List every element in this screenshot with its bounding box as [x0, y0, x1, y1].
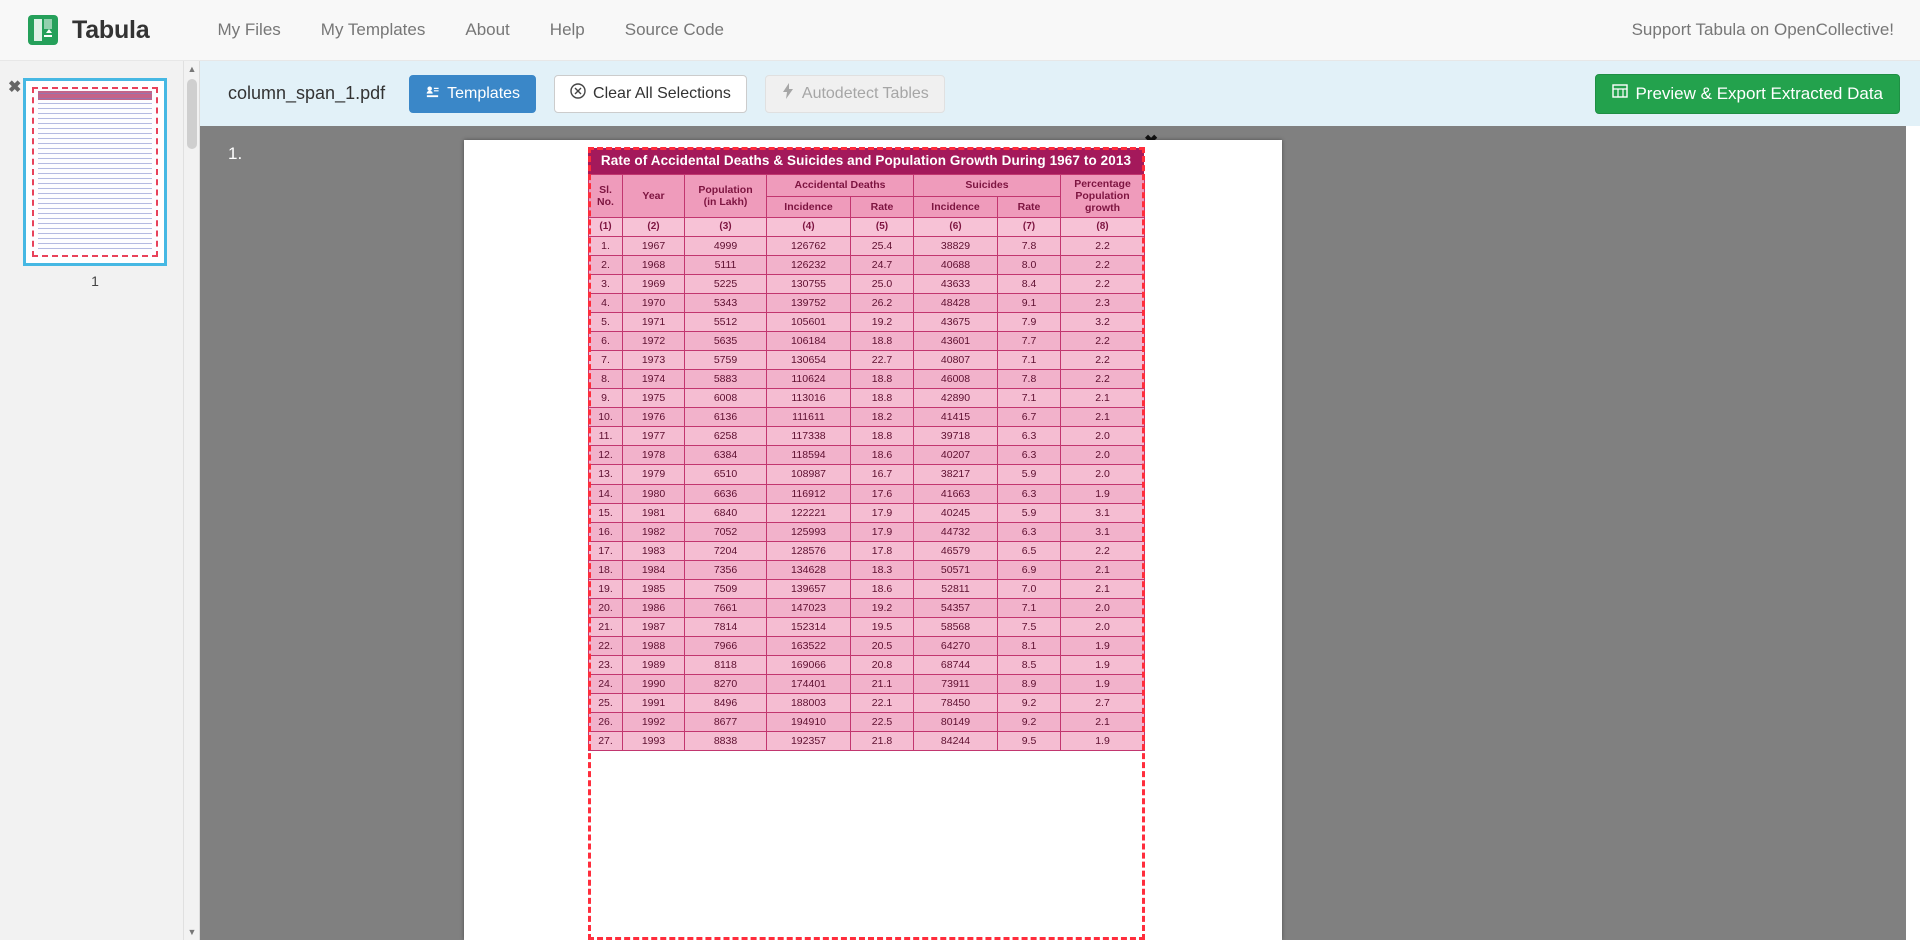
- templates-button-label: Templates: [447, 84, 521, 102]
- table-cell: 1993: [623, 732, 685, 751]
- table-cell: 128576: [767, 541, 851, 560]
- clear-all-selections-button[interactable]: [554, 75, 747, 113]
- table-cell: 5225: [685, 274, 767, 293]
- table-cell: 20.: [589, 598, 623, 617]
- table-cell: 38217: [914, 465, 998, 484]
- table-cell: 6.3: [998, 484, 1061, 503]
- table-cell: 1980: [623, 484, 685, 503]
- table-cell: 152314: [767, 617, 851, 636]
- table-cell: 6636: [685, 484, 767, 503]
- table-cell: 134628: [767, 560, 851, 579]
- table-cell: 8677: [685, 713, 767, 732]
- table-cell: 113016: [767, 389, 851, 408]
- table-cell: 68744: [914, 656, 998, 675]
- table-cell: 3.: [589, 274, 623, 293]
- table-cell: 73911: [914, 675, 998, 694]
- table-cell: 4999: [685, 236, 767, 255]
- col-num-2: (2): [623, 218, 685, 237]
- table-cell: 4.: [589, 293, 623, 312]
- table-cell: 40207: [914, 446, 998, 465]
- table-cell: 50571: [914, 560, 998, 579]
- table-cell: 84244: [914, 732, 998, 751]
- page-thumbnail-1[interactable]: [23, 78, 167, 266]
- table-cell: 2.2: [1061, 370, 1145, 389]
- table-cell: 9.: [589, 389, 623, 408]
- table-cell: 1977: [623, 427, 685, 446]
- table-cell: 111611: [767, 408, 851, 427]
- table-cell: 8118: [685, 656, 767, 675]
- table-cell: 2.7: [1061, 694, 1145, 713]
- table-cell: 3.1: [1061, 503, 1145, 522]
- table-cell: 40245: [914, 503, 998, 522]
- table-cell: 1974: [623, 370, 685, 389]
- table-cell: 5.9: [998, 503, 1061, 522]
- table-cell: 6.: [589, 332, 623, 351]
- header-ad-rate: Rate: [851, 196, 914, 218]
- table-cell: 5111: [685, 255, 767, 274]
- table-cell: 5635: [685, 332, 767, 351]
- table-cell: 24.7: [851, 255, 914, 274]
- table-cell: 38829: [914, 236, 998, 255]
- table-cell: 7509: [685, 579, 767, 598]
- table-cell: 1969: [623, 274, 685, 293]
- table-cell: 122221: [767, 503, 851, 522]
- table-cell: 3.1: [1061, 522, 1145, 541]
- table-cell: 18.8: [851, 389, 914, 408]
- table-cell: 6.9: [998, 560, 1061, 579]
- table-cell: 18.8: [851, 332, 914, 351]
- scrollbar-thumb[interactable]: [187, 79, 197, 149]
- table-cell: 139657: [767, 579, 851, 598]
- table-cell: 6.3: [998, 446, 1061, 465]
- table-cell: 20.8: [851, 656, 914, 675]
- table-cell: 8.4: [998, 274, 1061, 293]
- table-cell: 1975: [623, 389, 685, 408]
- table-cell: 1968: [623, 255, 685, 274]
- thumbnail-table-lines: [38, 93, 152, 251]
- table-cell: 2.1: [1061, 579, 1145, 598]
- table-cell: 7.8: [998, 236, 1061, 255]
- table-cell: 1984: [623, 560, 685, 579]
- table-cell: 2.0: [1061, 598, 1145, 617]
- table-cell: 6.7: [998, 408, 1061, 427]
- table-cell: 6.3: [998, 427, 1061, 446]
- brand[interactable]: [26, 13, 150, 47]
- clear-icon: [570, 83, 586, 104]
- close-sidebar-icon[interactable]: ✖: [8, 79, 22, 96]
- table-cell: 2.2: [1061, 332, 1145, 351]
- table-cell: 105601: [767, 312, 851, 331]
- table-cell: 7.0: [998, 579, 1061, 598]
- table-cell: 1981: [623, 503, 685, 522]
- col-num-3: (3): [685, 218, 767, 237]
- table-cell: 17.6: [851, 484, 914, 503]
- table-cell: 80149: [914, 713, 998, 732]
- table-cell: 7814: [685, 617, 767, 636]
- table-cell: 19.2: [851, 312, 914, 331]
- table-export-icon: [1612, 83, 1628, 104]
- table-cell: 1983: [623, 541, 685, 560]
- table-cell: 8.0: [998, 255, 1061, 274]
- table-cell: 46008: [914, 370, 998, 389]
- nav-link-my-files[interactable]: My Files: [217, 20, 281, 39]
- document-toolbar: [200, 61, 1920, 126]
- table-cell: 44732: [914, 522, 998, 541]
- table-cell: 1967: [623, 236, 685, 255]
- table-cell: 16.7: [851, 465, 914, 484]
- table-cell: 41663: [914, 484, 998, 503]
- table-cell: 1988: [623, 637, 685, 656]
- table-cell: 14.: [589, 484, 623, 503]
- table-cell: 19.5: [851, 617, 914, 636]
- table-cell: 6840: [685, 503, 767, 522]
- col-num-1: (1): [589, 218, 623, 237]
- file-name-label: column_span_1.pdf: [228, 83, 386, 103]
- table-cell: 2.2: [1061, 236, 1145, 255]
- table-cell: 58568: [914, 617, 998, 636]
- lightning-icon: [781, 83, 795, 104]
- table-cell: 18.: [589, 560, 623, 579]
- header-year: Year: [623, 175, 685, 218]
- table-cell: 43633: [914, 274, 998, 293]
- table-cell: 25.: [589, 694, 623, 713]
- table-cell: 39718: [914, 427, 998, 446]
- nav-link-about[interactable]: About: [465, 20, 510, 39]
- table-cell: 23.: [589, 656, 623, 675]
- page-index-label: 1.: [228, 144, 243, 163]
- table-cell: 8.9: [998, 675, 1061, 694]
- table-cell: 5512: [685, 312, 767, 331]
- table-cell: 8838: [685, 732, 767, 751]
- header-sl-no: Sl. No.: [589, 175, 623, 218]
- table-cell: 6258: [685, 427, 767, 446]
- header-suicides: Suicides: [914, 175, 1061, 197]
- table-cell: 22.5: [851, 713, 914, 732]
- table-cell: 1987: [623, 617, 685, 636]
- table-cell: 26.: [589, 713, 623, 732]
- table-cell: 2.3: [1061, 293, 1145, 312]
- table-cell: 18.6: [851, 446, 914, 465]
- table-cell: 52811: [914, 579, 998, 598]
- table-cell: 15.: [589, 503, 623, 522]
- sidebar-scrollbar[interactable]: [183, 61, 199, 940]
- table-cell: 139752: [767, 293, 851, 312]
- table-cell: 2.2: [1061, 274, 1145, 293]
- table-cell: 11.: [589, 427, 623, 446]
- table-cell: 7.9: [998, 312, 1061, 331]
- table-cell: 18.8: [851, 370, 914, 389]
- nav-link-my-templates[interactable]: My Templates: [320, 20, 426, 39]
- table-cell: 78450: [914, 694, 998, 713]
- table-cell: 54357: [914, 598, 998, 617]
- table-cell: 5343: [685, 293, 767, 312]
- table-cell: 40688: [914, 255, 998, 274]
- table-cell: 7.1: [998, 598, 1061, 617]
- table-cell: 130654: [767, 351, 851, 370]
- scroll-down-icon[interactable]: ▼: [187, 927, 197, 937]
- table-cell: 1989: [623, 656, 685, 675]
- nav-link-source-code[interactable]: Source Code: [624, 20, 724, 39]
- table-cell: 17.9: [851, 503, 914, 522]
- table-cell: 2.0: [1061, 446, 1145, 465]
- table-cell: 9.5: [998, 732, 1061, 751]
- table-cell: 106184: [767, 332, 851, 351]
- table-cell: 2.1: [1061, 713, 1145, 732]
- table-cell: 17.9: [851, 522, 914, 541]
- table-cell: 1.9: [1061, 732, 1145, 751]
- table-cell: 25.0: [851, 274, 914, 293]
- table-cell: 5883: [685, 370, 767, 389]
- table-title: Rate of Accidental Deaths & Suicides and Population Growth During 1967 to 2013: [588, 148, 1144, 174]
- table-cell: 42890: [914, 389, 998, 408]
- pdf-viewer: [200, 126, 1906, 940]
- table-cell: 2.2: [1061, 351, 1145, 370]
- table-cell: 12.: [589, 446, 623, 465]
- table-cell: 21.: [589, 617, 623, 636]
- table-cell: 110624: [767, 370, 851, 389]
- table-cell: 2.0: [1061, 427, 1145, 446]
- preview-export-button[interactable]: [1595, 74, 1900, 114]
- table-cell: 17.8: [851, 541, 914, 560]
- table-cell: 25.4: [851, 236, 914, 255]
- table-cell: 2.1: [1061, 560, 1145, 579]
- table-cell: 10.: [589, 408, 623, 427]
- table-cell: 194910: [767, 713, 851, 732]
- table-cell: 43675: [914, 312, 998, 331]
- table-cell: 7966: [685, 637, 767, 656]
- table-cell: 174401: [767, 675, 851, 694]
- table-cell: 6384: [685, 446, 767, 465]
- table-cell: 1992: [623, 713, 685, 732]
- table-cell: 8.5: [998, 656, 1061, 675]
- table-cell: 22.7: [851, 351, 914, 370]
- table-cell: 43601: [914, 332, 998, 351]
- table-cell: 17.: [589, 541, 623, 560]
- table-cell: 7.: [589, 351, 623, 370]
- table-cell: 1.9: [1061, 675, 1145, 694]
- header-accidental-deaths: Accidental Deaths: [767, 175, 914, 197]
- page-thumbnail-label: 1: [91, 273, 99, 289]
- table-cell: 1.9: [1061, 637, 1145, 656]
- table-cell: 9.1: [998, 293, 1061, 312]
- nav-links: [198, 20, 744, 40]
- table-cell: 1976: [623, 408, 685, 427]
- pages-sidebar: [0, 61, 200, 940]
- table-cell: 8270: [685, 675, 767, 694]
- nav-link-help[interactable]: Help: [549, 20, 585, 39]
- templates-icon: [425, 84, 440, 104]
- table-cell: 7.1: [998, 389, 1061, 408]
- autodetect-tables-button[interactable]: [765, 75, 945, 113]
- table-cell: 16.: [589, 522, 623, 541]
- thumbnail-selection-outline: [32, 87, 158, 257]
- templates-button[interactable]: [409, 75, 536, 113]
- table-cell: 126762: [767, 236, 851, 255]
- col-num-5: (5): [851, 218, 914, 237]
- brand-name: Tabula: [72, 15, 150, 44]
- table-cell: 1990: [623, 675, 685, 694]
- table-cell: 2.2: [1061, 255, 1145, 274]
- header-percentage-population-growth: Percentage Population growth: [1061, 175, 1145, 218]
- table-cell: 7.1: [998, 351, 1061, 370]
- pdf-page[interactable]: [464, 140, 1282, 940]
- clear-button-label: Clear All Selections: [593, 84, 731, 102]
- table-cell: 125993: [767, 522, 851, 541]
- preview-export-label: Preview & Export Extracted Data: [1635, 83, 1883, 103]
- table-cell: 1970: [623, 293, 685, 312]
- col-num-6: (6): [914, 218, 998, 237]
- header-population: Population (in Lakh): [685, 175, 767, 218]
- support-link[interactable]: Support Tabula on OpenCollective!: [1631, 20, 1894, 39]
- table-cell: 48428: [914, 293, 998, 312]
- table-cell: 24.: [589, 675, 623, 694]
- table-cell: 7.7: [998, 332, 1061, 351]
- table-cell: 188003: [767, 694, 851, 713]
- table-cell: 8.: [589, 370, 623, 389]
- table-selection-rectangle[interactable]: [588, 147, 1145, 940]
- table-cell: 40807: [914, 351, 998, 370]
- table-cell: 9.2: [998, 713, 1061, 732]
- table-cell: 27.: [589, 732, 623, 751]
- col-num-4: (4): [767, 218, 851, 237]
- scroll-up-icon[interactable]: ▲: [187, 64, 197, 74]
- table-cell: 1986: [623, 598, 685, 617]
- table-cell: 2.1: [1061, 389, 1145, 408]
- table-cell: 1.9: [1061, 656, 1145, 675]
- table-cell: 130755: [767, 274, 851, 293]
- header-su-incidence: Incidence: [914, 196, 998, 218]
- table-cell: 26.2: [851, 293, 914, 312]
- table-cell: 163522: [767, 637, 851, 656]
- table-cell: 6.5: [998, 541, 1061, 560]
- table-cell: 18.8: [851, 427, 914, 446]
- table-cell: 2.2: [1061, 541, 1145, 560]
- table-cell: 2.0: [1061, 617, 1145, 636]
- table-cell: 126232: [767, 255, 851, 274]
- table-cell: 46579: [914, 541, 998, 560]
- table-cell: 108987: [767, 465, 851, 484]
- col-num-8: (8): [1061, 218, 1145, 237]
- table-cell: 8496: [685, 694, 767, 713]
- autodetect-button-label: Autodetect Tables: [801, 84, 929, 102]
- table-cell: 18.3: [851, 560, 914, 579]
- table-cell: 7661: [685, 598, 767, 617]
- table-cell: 6.3: [998, 522, 1061, 541]
- table-cell: 9.2: [998, 694, 1061, 713]
- table-cell: 18.2: [851, 408, 914, 427]
- table-cell: 64270: [914, 637, 998, 656]
- table-cell: 6008: [685, 389, 767, 408]
- table-cell: 20.5: [851, 637, 914, 656]
- table-cell: 1.: [589, 236, 623, 255]
- table-cell: 19.2: [851, 598, 914, 617]
- table-cell: 1979: [623, 465, 685, 484]
- table-cell: 1982: [623, 522, 685, 541]
- table-cell: 41415: [914, 408, 998, 427]
- page-thumbnail-wrapper: [23, 78, 167, 289]
- table-cell: 3.2: [1061, 312, 1145, 331]
- table-cell: 13.: [589, 465, 623, 484]
- table-cell: 6510: [685, 465, 767, 484]
- table-cell: 21.1: [851, 675, 914, 694]
- table-cell: 8.1: [998, 637, 1061, 656]
- table-cell: 2.1: [1061, 408, 1145, 427]
- table-cell: 1991: [623, 694, 685, 713]
- top-navbar: [0, 0, 1920, 61]
- table-cell: 7356: [685, 560, 767, 579]
- table-cell: 21.8: [851, 732, 914, 751]
- table-cell: 1985: [623, 579, 685, 598]
- table-cell: 5759: [685, 351, 767, 370]
- header-ad-incidence: Incidence: [767, 196, 851, 218]
- table-cell: 1973: [623, 351, 685, 370]
- table-cell: 2.: [589, 255, 623, 274]
- table-cell: 116912: [767, 484, 851, 503]
- table-cell: 22.1: [851, 694, 914, 713]
- table-cell: 6136: [685, 408, 767, 427]
- table-cell: 1.9: [1061, 484, 1145, 503]
- table-cell: 1972: [623, 332, 685, 351]
- header-su-rate: Rate: [998, 196, 1061, 218]
- table-cell: 5.9: [998, 465, 1061, 484]
- table-cell: 7.5: [998, 617, 1061, 636]
- table-cell: 147023: [767, 598, 851, 617]
- tabula-logo-icon: [26, 13, 60, 47]
- table-cell: 2.0: [1061, 465, 1145, 484]
- table-cell: 19.: [589, 579, 623, 598]
- table-cell: 192357: [767, 732, 851, 751]
- table-cell: 7052: [685, 522, 767, 541]
- table-cell: 7204: [685, 541, 767, 560]
- table-cell: 118594: [767, 446, 851, 465]
- table-cell: 7.8: [998, 370, 1061, 389]
- table-cell: 22.: [589, 637, 623, 656]
- table-cell: 18.6: [851, 579, 914, 598]
- table-cell: 1971: [623, 312, 685, 331]
- table-cell: 117338: [767, 427, 851, 446]
- table-cell: 1978: [623, 446, 685, 465]
- table-cell: 5.: [589, 312, 623, 331]
- col-num-7: (7): [998, 218, 1061, 237]
- table-cell: 169066: [767, 656, 851, 675]
